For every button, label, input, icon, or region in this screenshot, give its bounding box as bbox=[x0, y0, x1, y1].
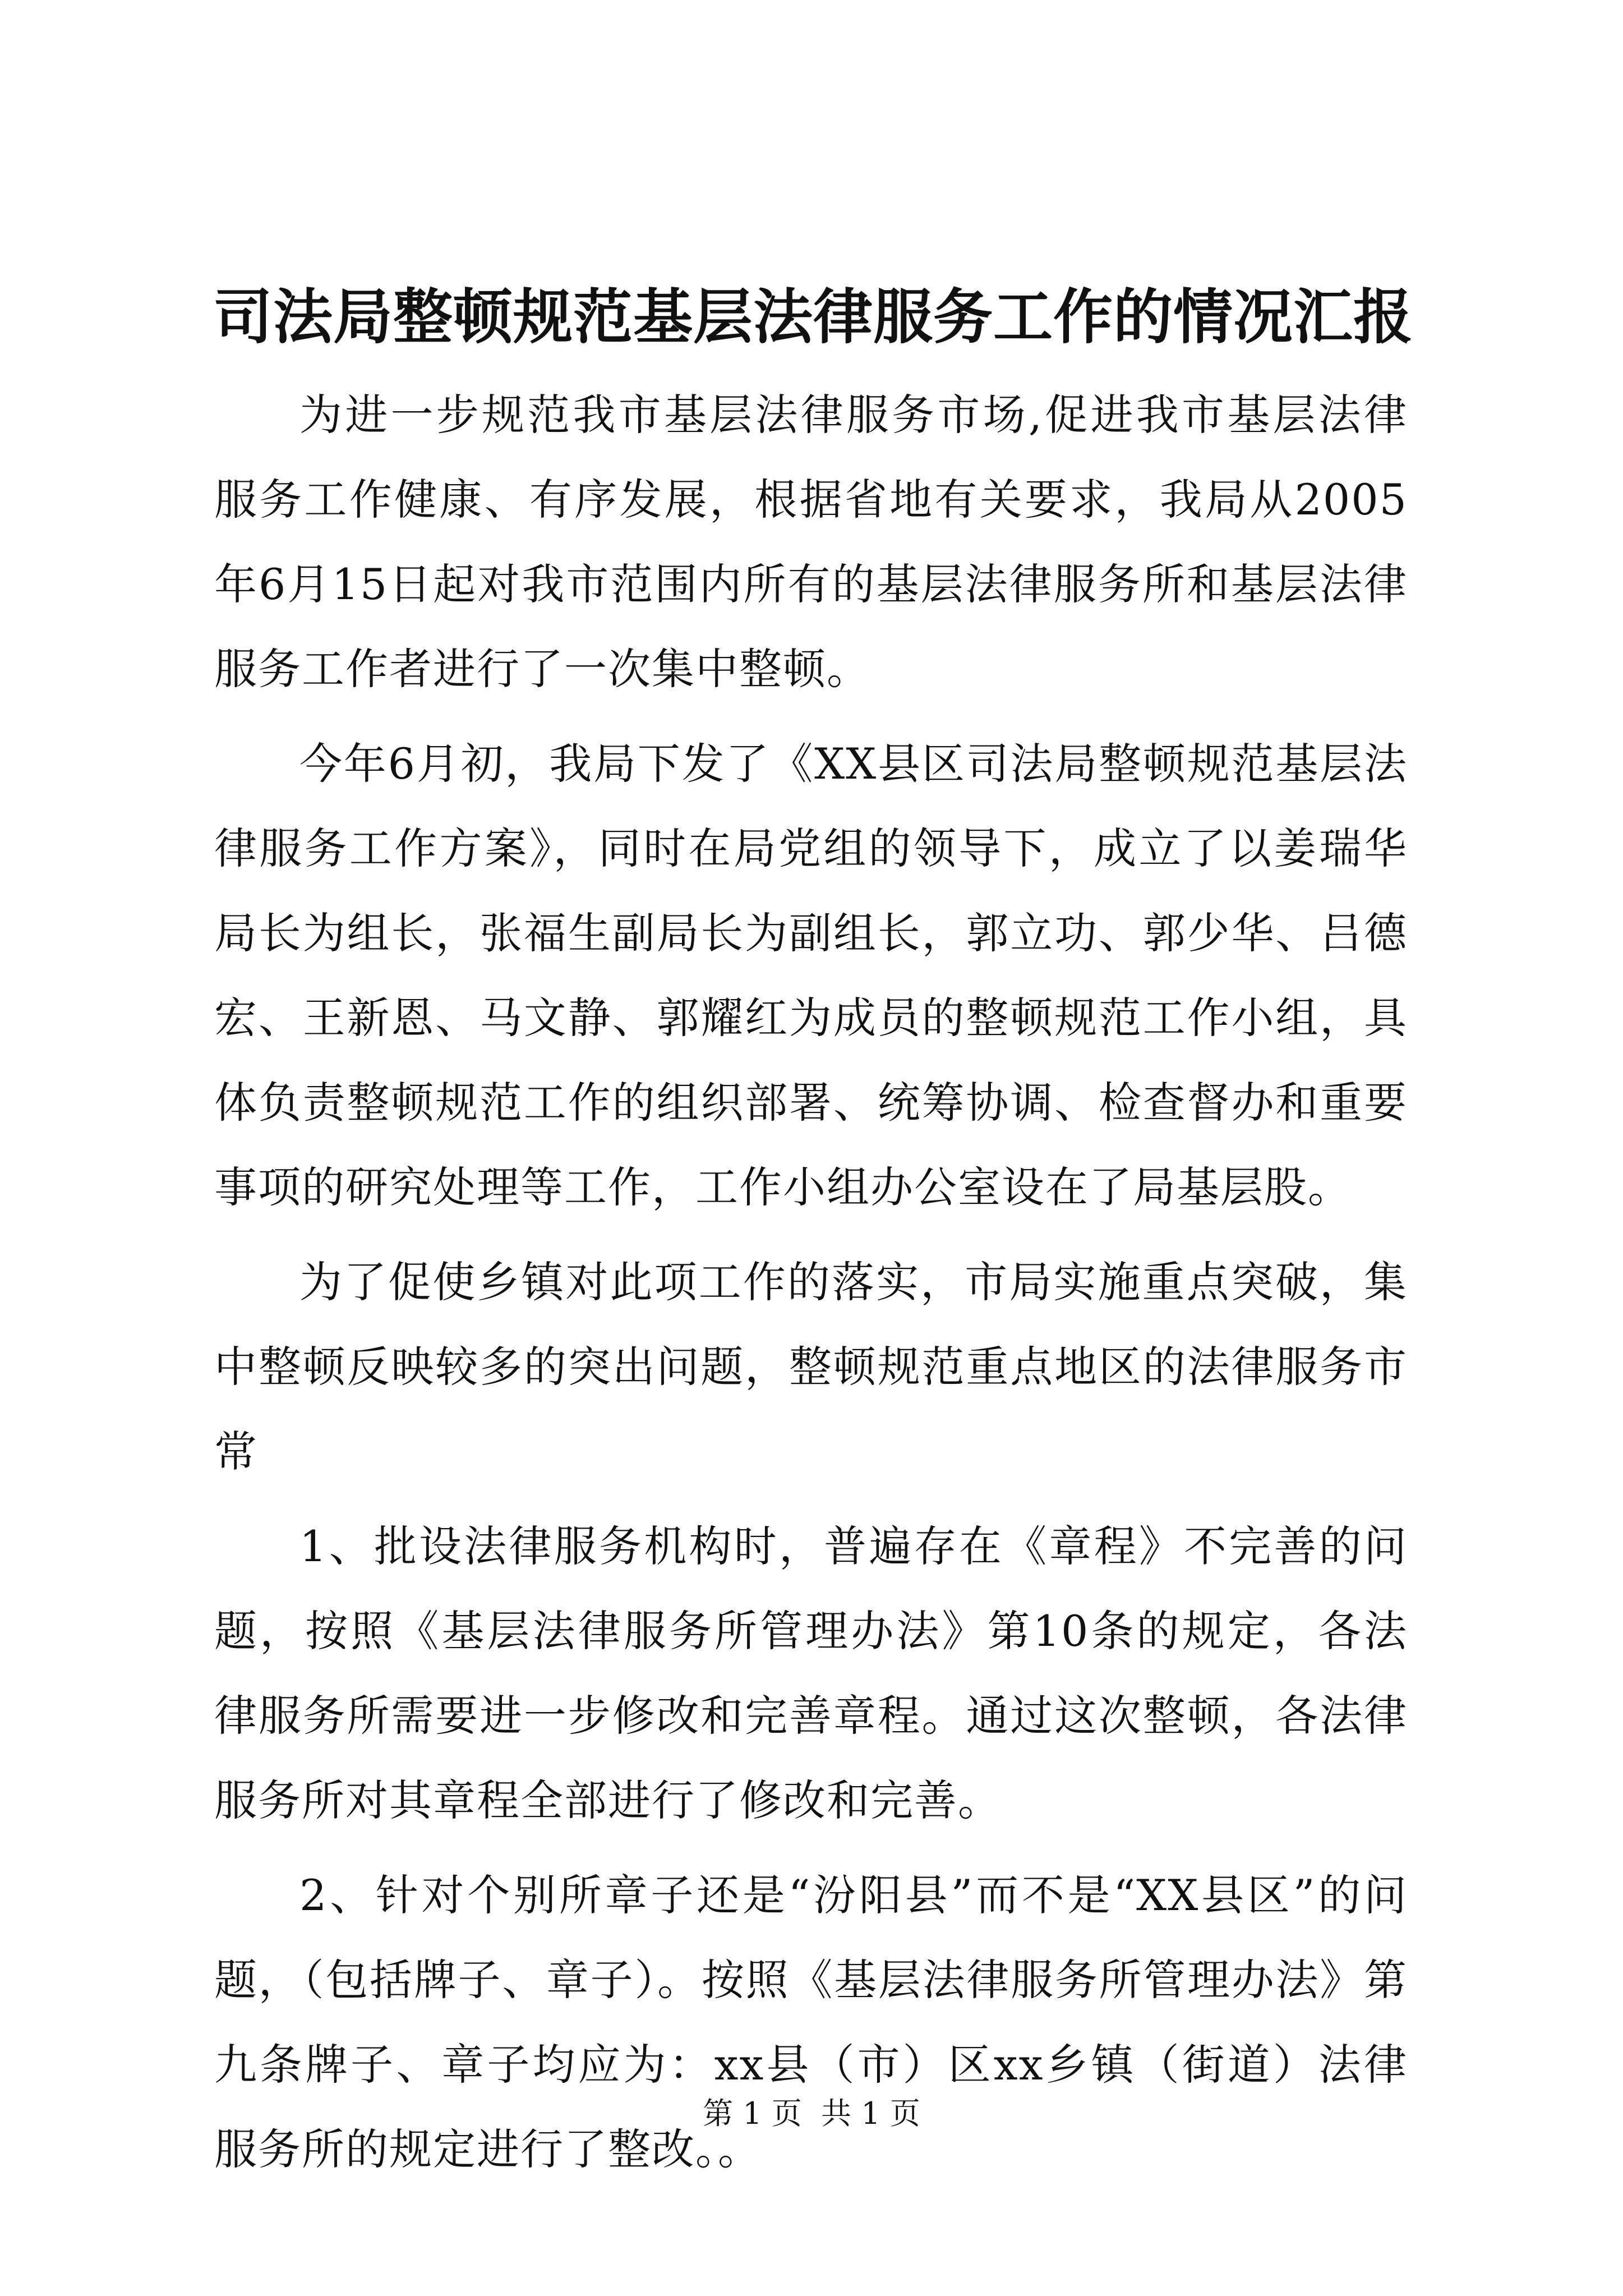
paragraph-item-2: 2、针对个别所章子还是“汾阳县”而不是“XX县区”的问题，（包括牌子、章子）。按照《基层法律服务所管理办法》第九条牌子、章子均应为：xx县（市）区xx乡镇（街道）法律服务所的规定进行了整改。。 bbox=[214, 1870, 1408, 2174]
document-body bbox=[214, 372, 1408, 2202]
paragraph-intro: 为进一步规范我市基层法律服务市场,促进我市基层法律服务工作健康、有序发展，根据省地有关要求，我局从2005年6月15日起对我市范围内所有的基层法律服务所和基层法律服务工作者进行了一次集中整顿。 bbox=[214, 390, 1408, 694]
document-title: 司法局整顿规范基层法律服务工作的情况汇报 bbox=[213, 282, 1413, 352]
page-footer: 第 1 页 共 1 页 bbox=[703, 2096, 920, 2131]
paragraph-item-1: 1、批设法律服务机构时，普遍存在《章程》不完善的问题，按照《基层法律服务所管理办法》第10条的规定，各法律服务所需要进一步修改和完善章程。通过这次整顿，各法律服务所对其章程全部进行了修改和完善。 bbox=[214, 1521, 1408, 1825]
paragraph-key-focus: 为了促使乡镇对此项工作的落实，市局实施重点突破，集中整顿反映较多的突出问题，整顿规范重点地区的法律服务市常 bbox=[214, 1257, 1408, 1476]
paragraph-work-group: 今年6月初，我局下发了《XX县区司法局整顿规范基层法律服务工作方案》，同时在局党组的领导下，成立了以姜瑞华局长为组长，张福生副局长为副组长，郭立功、郭少华、吕德宏、王新恩、马文静、郭耀红为成员的整顿规范工作小组，具体负责整顿规范工作的组织部署、统筹协调、检查督办和重要事项的研究处理等工作，工作小组办公室设在了局基层股。 bbox=[214, 739, 1408, 1212]
